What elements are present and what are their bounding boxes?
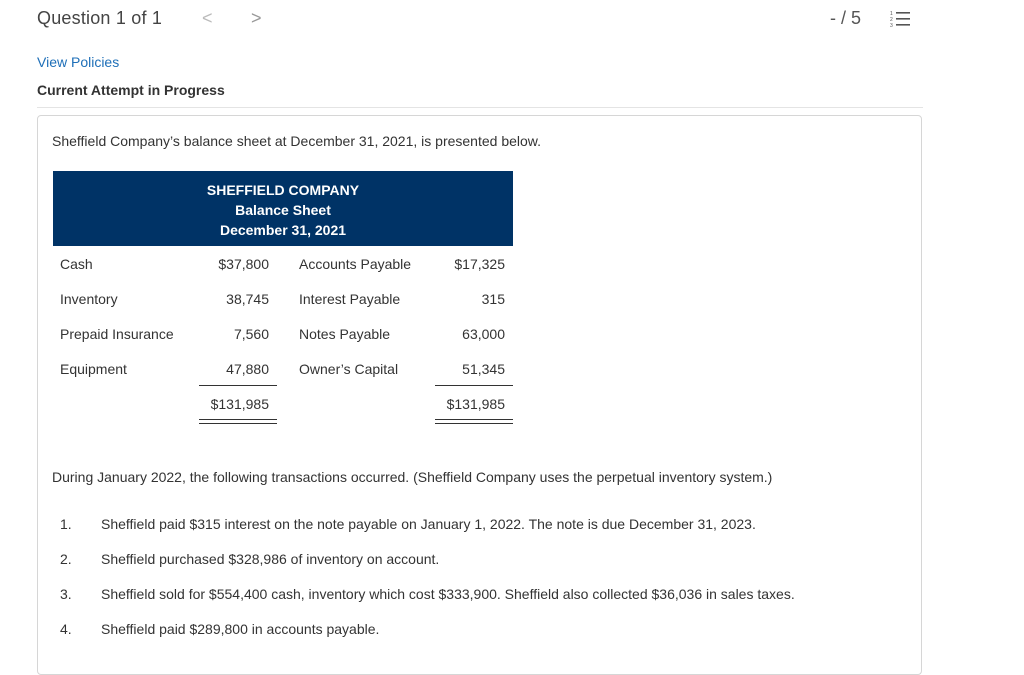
liability-value: 51,345 (462, 361, 505, 377)
total-liabilities-equity: $131,985 (446, 396, 505, 412)
question-intro: Sheffield Company’s balance sheet at December 31, 2021, is presented below. (52, 133, 542, 149)
previous-question-button[interactable]: < (202, 8, 213, 28)
table-row (53, 351, 513, 386)
item-text: Sheffield sold for $554,400 cash, inventory which cost $333,900. Sheffield also collected $36,036 in sales taxes. (101, 586, 795, 602)
item-text: Sheffield paid $289,800 in accounts payable. (101, 621, 380, 637)
asset-value: 47,880 (226, 361, 269, 377)
list-item (58, 621, 898, 656)
table-row (53, 316, 513, 351)
numbered-list-icon[interactable] (890, 10, 912, 28)
item-number: 3. (60, 586, 72, 602)
view-policies-link[interactable]: View Policies (37, 54, 120, 70)
item-text: Sheffield purchased $328,986 of inventory on account. (101, 551, 440, 567)
transactions-intro: During January 2022, the following transactions occurred. (Sheffield Company uses the perpetual inventory system.) (52, 469, 773, 485)
svg-text:3: 3 (890, 23, 893, 28)
total-double-underline (199, 419, 277, 424)
asset-label: Prepaid Insurance (60, 326, 174, 342)
asset-label: Inventory (60, 291, 118, 307)
liability-label: Owner’s Capital (299, 361, 399, 377)
asset-value: 38,745 (226, 291, 269, 307)
balance-sheet-header (53, 171, 513, 246)
company-name: SHEFFIELD COMPANY (206, 182, 360, 198)
asset-value: 7,560 (233, 326, 269, 342)
totals-row (53, 386, 513, 426)
item-text: Sheffield paid $315 interest on the note payable on January 1, 2022. The note is due December 31, 2023. (101, 516, 756, 532)
liability-value: 63,000 (462, 326, 505, 342)
liability-value: 315 (481, 291, 505, 307)
total-assets: $131,985 (210, 396, 269, 412)
statement-date: December 31, 2021 (219, 222, 347, 238)
next-question-button[interactable]: > (251, 8, 262, 28)
asset-label: Cash (60, 256, 93, 272)
asset-value: $37,800 (218, 256, 269, 272)
table-row (53, 281, 513, 316)
list-item (58, 586, 898, 621)
svg-text:2: 2 (890, 17, 893, 23)
score-display: - / 5 (830, 8, 862, 28)
table-row (53, 246, 513, 281)
total-double-underline (435, 419, 513, 424)
transactions-list (58, 516, 898, 656)
list-item (58, 551, 898, 586)
item-number: 1. (60, 516, 72, 532)
question-header (0, 0, 1024, 40)
liability-value: $17,325 (454, 256, 505, 272)
statement-title: Balance Sheet (235, 202, 331, 218)
balance-sheet-table (53, 171, 513, 426)
svg-text:1: 1 (890, 11, 893, 17)
attempt-info (37, 52, 923, 108)
liability-label: Notes Payable (299, 326, 391, 342)
liability-label: Interest Payable (299, 291, 401, 307)
item-number: 2. (60, 551, 72, 567)
list-item (58, 516, 898, 551)
asset-label: Equipment (60, 361, 127, 377)
question-counter: Question 1 of 1 (37, 8, 163, 28)
attempt-status: Current Attempt in Progress (37, 82, 225, 98)
item-number: 4. (60, 621, 72, 637)
question-card (37, 115, 922, 675)
liability-label: Accounts Payable (299, 256, 412, 272)
